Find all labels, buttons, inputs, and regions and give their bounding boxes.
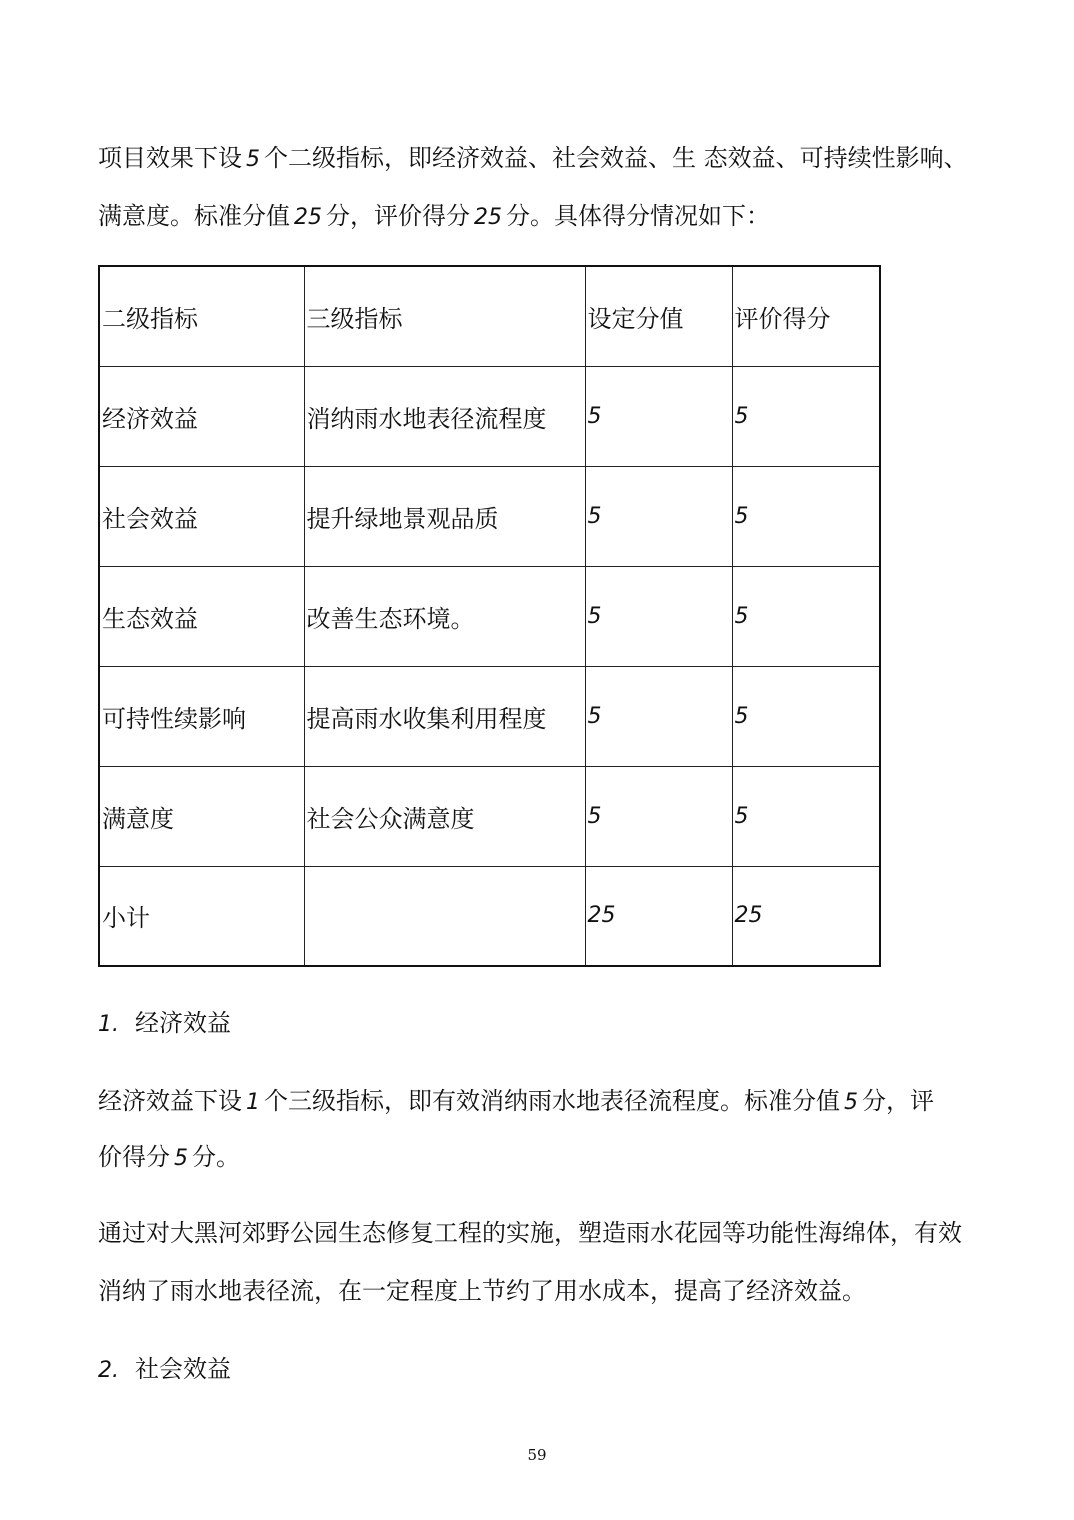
intro-number: 25: [474, 205, 502, 230]
table-cell: 提升绿地景观品质: [304, 466, 585, 566]
table-cell: 社会公众满意度: [304, 766, 585, 866]
table-cell: 满意度: [99, 766, 304, 866]
intro-number: 25: [294, 205, 322, 230]
table-cell: 25: [732, 866, 880, 966]
section-number: 2.: [98, 1358, 119, 1383]
table-cell: 5: [732, 666, 880, 766]
table-row: [99, 766, 880, 866]
table-cell: 提高雨水收集利用程度: [304, 666, 585, 766]
table-cell: 5: [585, 666, 732, 766]
header-cell: 设定分值: [585, 266, 732, 366]
page-number: 59: [527, 1446, 547, 1464]
table-cell: 25: [585, 866, 732, 966]
table-cell: 5: [585, 766, 732, 866]
table-cell: 消纳雨水地表径流程度: [304, 366, 585, 466]
section-1-paragraph-2-line-1: [98, 1218, 962, 1248]
section-1-heading: [98, 1008, 231, 1040]
intro-text: 分，评价得分: [326, 202, 470, 230]
table-total-row: [99, 866, 880, 966]
table-cell: 5: [732, 766, 880, 866]
section-1-paragraph-1-line-2: [98, 1142, 240, 1174]
header-cell: 三级指标: [304, 266, 585, 366]
score-table: [98, 265, 881, 967]
section-title: 社会效益: [135, 1355, 231, 1383]
paragraph-text: 消纳了雨水地表径流，在一定程度上节约了用水成本，提高了经济效益。: [98, 1277, 866, 1305]
section-2-heading: [98, 1354, 231, 1386]
table-row: [99, 666, 880, 766]
table-row: [99, 466, 880, 566]
table-row: [99, 566, 880, 666]
section-title: 经济效益: [135, 1009, 231, 1037]
paragraph-text: 分。: [192, 1143, 240, 1171]
table-cell: 5: [732, 566, 880, 666]
paragraph-text: 通过对大黑河郊野公园生态修复工程的实施，塑造雨水花园等功能性海绵体，有效: [98, 1219, 962, 1247]
paragraph-number: 5: [174, 1146, 188, 1171]
intro-line-2: [98, 201, 770, 233]
intro-text: 分。具体得分情况如下：: [506, 202, 770, 230]
header-cell: 二级指标: [99, 266, 304, 366]
header-cell: 评价得分: [732, 266, 880, 366]
table-cell: 小计: [99, 866, 304, 966]
table-row: [99, 366, 880, 466]
table-header-row: [99, 266, 880, 366]
section-number: 1.: [98, 1012, 119, 1037]
table-cell: 可持性续影响: [99, 666, 304, 766]
section-1-paragraph-1-line-1: [98, 1086, 934, 1118]
table-cell: 改善生态环境。: [304, 566, 585, 666]
intro-text: 项目效果下设: [98, 144, 242, 172]
table-cell: 5: [585, 466, 732, 566]
table-cell: 社会效益: [99, 466, 304, 566]
paragraph-text: 个三级指标，即有效消纳雨水地表径流程度。标准分值: [264, 1087, 840, 1115]
table-cell: 经济效益: [99, 366, 304, 466]
section-1-paragraph-2-line-2: [98, 1276, 866, 1306]
paragraph-text: 经济效益下设: [98, 1087, 242, 1115]
paragraph-number: 1: [246, 1090, 260, 1115]
paragraph-text: 价得分: [98, 1143, 170, 1171]
paragraph-text: 分，评: [862, 1087, 934, 1115]
table-cell: 5: [732, 466, 880, 566]
table-cell: [304, 866, 585, 966]
table-cell: 生态效益: [99, 566, 304, 666]
intro-text: 个二级指标，即经济效益、社会效益、生 态效益、可持续性影响、: [264, 144, 968, 172]
table-cell: 5: [585, 366, 732, 466]
paragraph-number: 5: [844, 1090, 858, 1115]
table-cell: 5: [732, 366, 880, 466]
intro-line-1: [98, 143, 968, 175]
intro-text: 满意度。标准分值: [98, 202, 290, 230]
table-cell: 5: [585, 566, 732, 666]
intro-number: 5: [246, 147, 260, 172]
